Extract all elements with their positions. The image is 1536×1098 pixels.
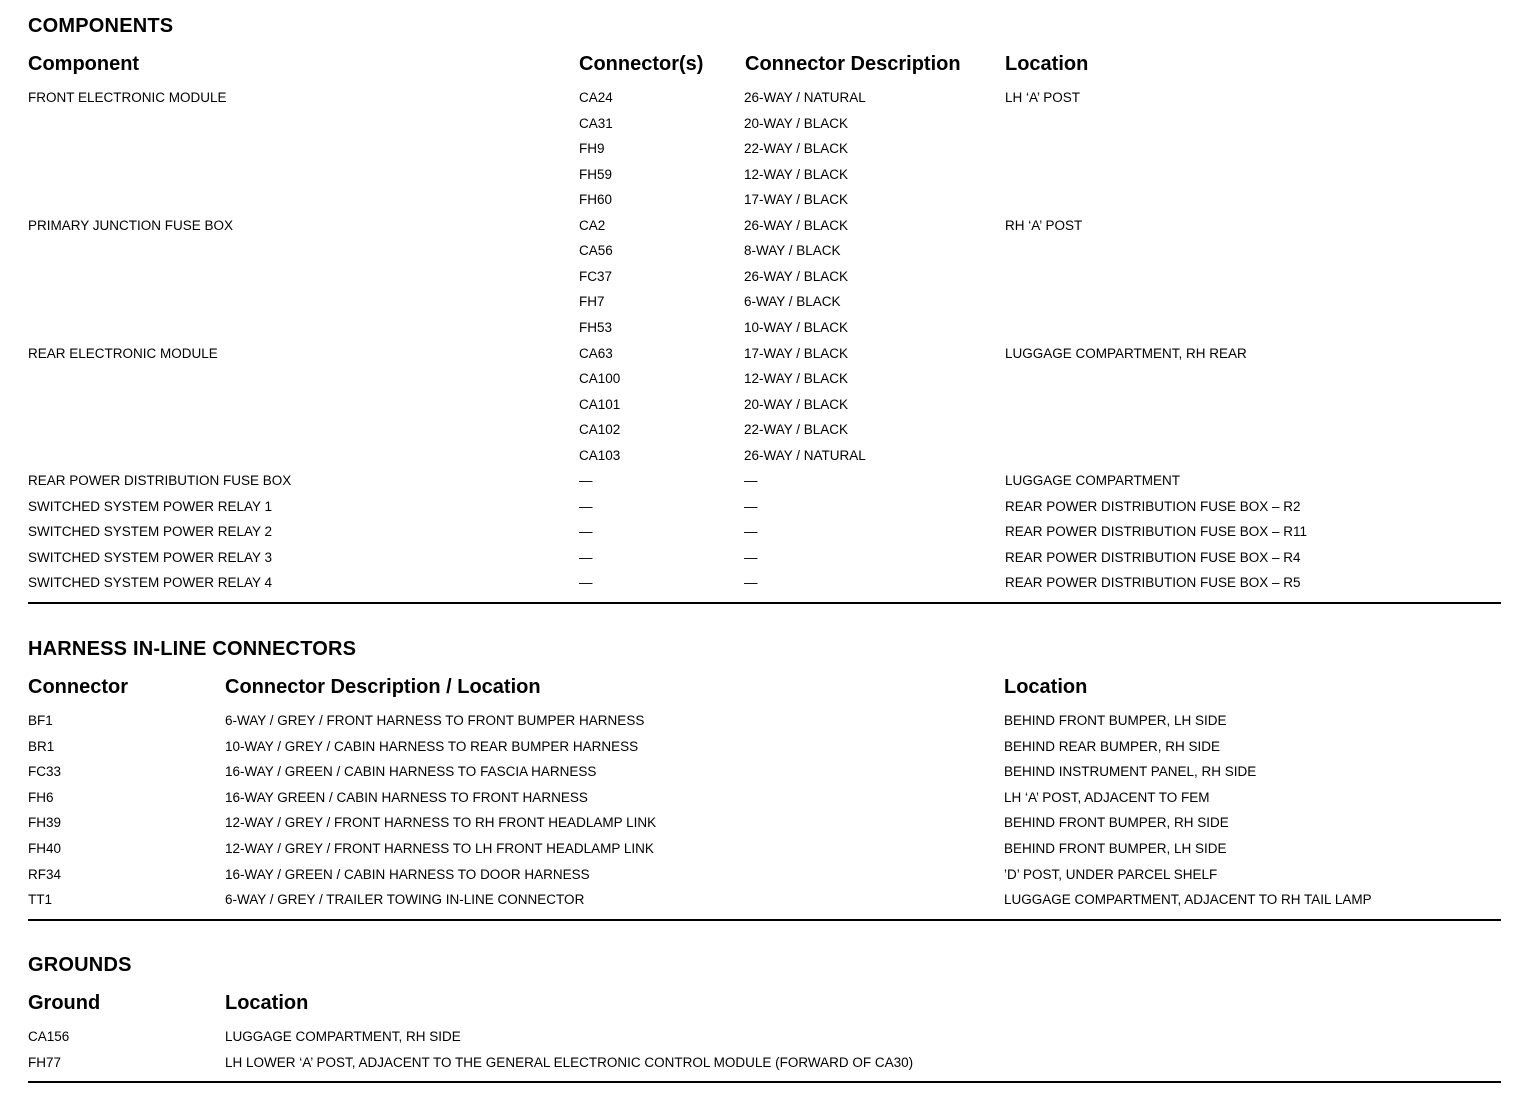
cell-location: REAR POWER DISTRIBUTION FUSE BOX – R4	[1005, 549, 1301, 565]
cell-connector: CA101	[579, 396, 621, 412]
cell-location: BEHIND REAR BUMPER, RH SIDE	[1004, 738, 1221, 754]
cell-connector: FH39	[28, 815, 62, 831]
cell-description: 12-WAY / GREY / FRONT HARNESS TO RH FRONT HEADLAMP LINK	[225, 815, 657, 831]
cell-description: 10-WAY / GREY / CABIN HARNESS TO REAR BUMPER HARNESS	[225, 738, 639, 754]
cell-description: 12-WAY / GREY / FRONT HARNESS TO LH FRONT HEADLAMP LINK	[225, 841, 654, 856]
cell-component: REAR ELECTRONIC MODULE	[28, 345, 218, 361]
cell-component: SWITCHED SYSTEM POWER RELAY 2	[28, 524, 273, 540]
cell-connector: —	[579, 473, 593, 489]
header-location: Location	[1005, 53, 1089, 75]
cell-location: LUGGAGE COMPARTMENT	[1005, 473, 1181, 489]
cell-connector: —	[579, 549, 593, 565]
cell-description: —	[744, 549, 758, 565]
components-title: COMPONENTS	[28, 15, 174, 37]
cell-connector: CA100	[579, 371, 621, 387]
cell-connector: CA56	[579, 243, 613, 259]
cell-description: —	[744, 524, 758, 540]
table-row	[28, 1055, 1501, 1081]
cell-description: 17-WAY / BLACK	[744, 345, 849, 361]
header-connector: Connector	[28, 676, 128, 698]
cell-location: LUGGAGE COMPARTMENT, ADJACENT TO RH TAIL LAMP	[1004, 892, 1372, 908]
cell-location: LH ‘A’ POST, ADJACENT TO FEM	[1004, 789, 1210, 805]
cell-connector: RF34	[28, 866, 62, 882]
cell-location: BEHIND FRONT BUMPER, LH SIDE	[1004, 841, 1227, 856]
cell-location: REAR POWER DISTRIBUTION FUSE BOX – R2	[1005, 498, 1301, 514]
cell-description: 26-WAY / NATURAL	[744, 90, 866, 105]
cell-description: 12-WAY / BLACK	[744, 166, 849, 182]
cell-connector: CA103	[579, 447, 621, 463]
cell-description: 12-WAY / BLACK	[744, 371, 849, 387]
header-connector-description: Connector Description	[745, 53, 961, 75]
cell-connector: BR1	[28, 738, 55, 754]
cell-location: BEHIND INSTRUMENT PANEL, RH SIDE	[1004, 764, 1257, 780]
harness-title: HARNESS IN-LINE CONNECTORS	[28, 638, 357, 660]
cell-ground: FH77	[28, 1055, 62, 1070]
cell-description: 26-WAY / BLACK	[744, 268, 849, 284]
cell-location: LUGGAGE COMPARTMENT, RH REAR	[1005, 345, 1247, 361]
cell-connector: FC37	[579, 268, 613, 284]
cell-connector: CA2	[579, 217, 606, 233]
cell-description: 26-WAY / BLACK	[744, 217, 849, 233]
cell-connector: FH9	[579, 141, 605, 157]
cell-description: 16-WAY / GREEN / CABIN HARNESS TO FASCIA HARNESS	[225, 764, 597, 780]
cell-description: 6-WAY / BLACK	[744, 294, 841, 310]
cell-location: REAR POWER DISTRIBUTION FUSE BOX – R11	[1005, 524, 1308, 540]
cell-connector: FH7	[579, 294, 605, 310]
cell-description: 20-WAY / BLACK	[744, 115, 849, 131]
cell-description: —	[744, 575, 758, 591]
cell-connector: —	[579, 524, 593, 540]
document-page	[28, 0, 1501, 1098]
cell-ground: CA156	[28, 1029, 70, 1044]
cell-component: PRIMARY JUNCTION FUSE BOX	[28, 217, 234, 233]
header-component: Component	[28, 53, 140, 75]
cell-connector: FH60	[579, 192, 613, 208]
cell-component: SWITCHED SYSTEM POWER RELAY 3	[28, 549, 273, 565]
header-connectors: Connector(s)	[579, 53, 704, 75]
cell-location: LH LOWER ‘A’ POST, ADJACENT TO THE GENERAL ELECTRONIC CONTROL MODULE (FORWARD OF CA30)	[225, 1055, 914, 1070]
cell-connector: BF1	[28, 713, 53, 728]
grounds-section	[28, 0, 1501, 1090]
cell-location: LH ‘A’ POST	[1005, 90, 1081, 105]
cell-connector: FC33	[28, 764, 62, 780]
cell-description: 17-WAY / BLACK	[744, 192, 849, 208]
cell-description: 8-WAY / BLACK	[744, 243, 841, 259]
cell-description: 22-WAY / BLACK	[744, 141, 849, 157]
cell-location: REAR POWER DISTRIBUTION FUSE BOX – R5	[1005, 575, 1301, 591]
cell-connector: —	[579, 575, 593, 591]
cell-description: —	[744, 498, 758, 514]
cell-description: 10-WAY / BLACK	[744, 319, 849, 335]
cell-connector: CA31	[579, 115, 613, 131]
header-ground-location: Location	[225, 992, 309, 1014]
cell-connector: CA102	[579, 422, 621, 438]
cell-description: 16-WAY / GREEN / CABIN HARNESS TO DOOR HARNESS	[225, 866, 590, 882]
cell-description: 6-WAY / GREY / FRONT HARNESS TO FRONT BUMPER HARNESS	[225, 713, 645, 728]
cell-connector: —	[579, 498, 593, 514]
cell-connector: FH40	[28, 841, 62, 856]
header-description-location: Connector Description / Location	[225, 676, 541, 698]
cell-location: ’D’ POST, UNDER PARCEL SHELF	[1004, 866, 1218, 882]
header-harness-location: Location	[1004, 676, 1088, 698]
cell-component: SWITCHED SYSTEM POWER RELAY 4	[28, 575, 273, 591]
cell-description: 6-WAY / GREY / TRAILER TOWING IN-LINE CONNECTOR	[225, 892, 585, 908]
cell-connector: FH59	[579, 166, 613, 182]
cell-connector: CA63	[579, 345, 613, 361]
grounds-title: GROUNDS	[28, 954, 132, 976]
cell-connector: FH53	[579, 319, 613, 335]
cell-connector: CA24	[579, 90, 613, 105]
cell-description: 20-WAY / BLACK	[744, 396, 849, 412]
cell-location: LUGGAGE COMPARTMENT, RH SIDE	[225, 1029, 461, 1044]
cell-connector: FH6	[28, 789, 54, 805]
cell-component: SWITCHED SYSTEM POWER RELAY 1	[28, 498, 273, 514]
grounds-divider	[28, 1081, 1501, 1083]
cell-description: 22-WAY / BLACK	[744, 422, 849, 438]
cell-component: REAR POWER DISTRIBUTION FUSE BOX	[28, 473, 292, 489]
table-row	[28, 1029, 1501, 1055]
cell-connector: TT1	[28, 892, 53, 908]
header-ground: Ground	[28, 992, 101, 1014]
cell-location: BEHIND FRONT BUMPER, RH SIDE	[1004, 815, 1229, 831]
cell-location: RH ‘A’ POST	[1005, 217, 1083, 233]
cell-location: BEHIND FRONT BUMPER, LH SIDE	[1004, 713, 1227, 728]
cell-description: —	[744, 473, 758, 489]
cell-description: 16-WAY GREEN / CABIN HARNESS TO FRONT HARNESS	[225, 789, 588, 805]
cell-description: 26-WAY / NATURAL	[744, 447, 866, 463]
cell-component: FRONT ELECTRONIC MODULE	[28, 90, 227, 105]
